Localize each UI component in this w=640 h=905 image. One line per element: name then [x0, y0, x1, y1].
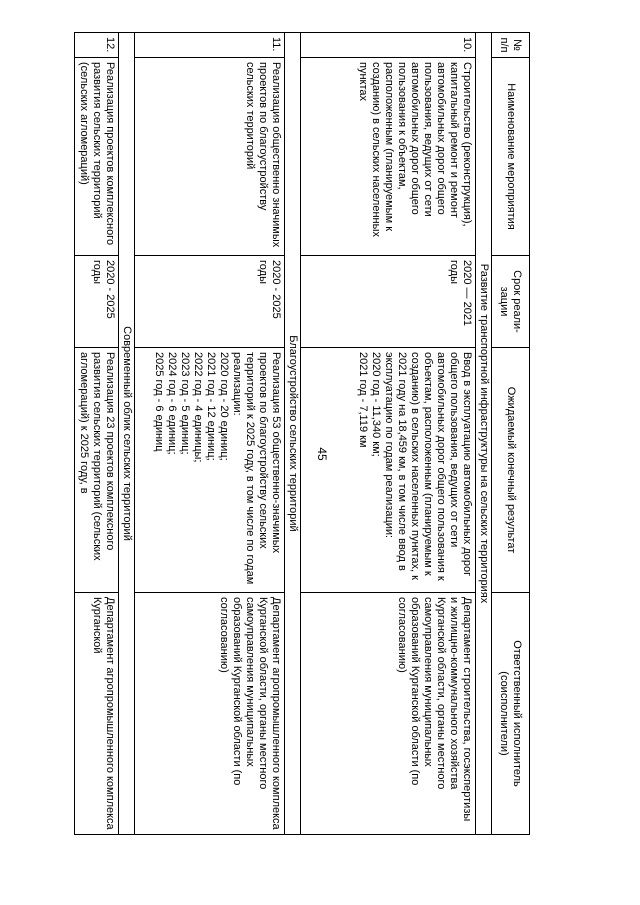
- header-term: Срок реали- зации: [492, 256, 530, 348]
- section-title-improvement: Благоустройство сельских территорий: [285, 33, 301, 835]
- section-row-transport: [476, 33, 492, 835]
- row-result: Реализация 53 общественно-значимых проектов по благоустройству сельских территорий к 2025 году, в том числе по годам реализации: 2020 год - 20 единиц; 2021 год - 12 единиц; 2022 год - 4 единицы; 2023 год - 5 единиц; 2024 год - 6 единиц; 2025 год - 6 единиц: [135, 348, 285, 593]
- table-row: [75, 33, 119, 835]
- header-name: Наименование мероприятия: [492, 58, 530, 256]
- section-title-modern: Современный облик сельских территорий: [119, 33, 135, 835]
- row-result: Ввод в эксплуатацию автомобильных дорог общего пользования, ведущих от сети автомобильных дорог общего пользования к объектам, расположенным (планируемым к созданию) в сельских населенных пунктах, к 2021 году на 18,459 км, в том числе ввод в эксплуатацию по годам реализации: 2020 год - 11,340 км; 2021 год - 7,119 км: [301, 348, 476, 593]
- section-title-transport: Развитие транспортной инфраструктуры на сельских территориях: [476, 33, 492, 835]
- row-num: 11.: [135, 33, 285, 58]
- section-row-modern: [119, 33, 135, 835]
- page-number: 45: [315, 447, 329, 461]
- row-name: Реализация проектов комплексного развития сельских территорий (сельских агломераций): [75, 58, 119, 256]
- header-executor: Ответственный исполнитель (соисполнители): [492, 593, 530, 835]
- table-header-row: [492, 33, 530, 835]
- rotated-table-wrapper: [78, 32, 530, 834]
- table-row: [135, 33, 285, 835]
- table-row: [301, 33, 476, 835]
- row-num: 12.: [75, 33, 119, 58]
- row-executor: Департамент строительства, госэкспертизы и жилищно-коммунального хозяйства Курганской области, органы местного самоуправления муниципальных образований Курганской области (по согласованию): [301, 593, 476, 835]
- row-executor: Департамент агропромышленного комплекса Курганской: [75, 593, 119, 835]
- row-name: Строительство (реконструкция), капитальный ремонт и ремонт автомобильных дорог общего пользования, ведущих от сети автомобильных дорог общего пользования к объектам, расположенным (планируемым к созданию) в сельских населенных пунктах: [301, 58, 476, 256]
- section-row-improvement: [285, 33, 301, 835]
- row-term: 2020 - 2025 годы: [135, 256, 285, 348]
- measures-table: [74, 32, 530, 835]
- header-num: № п/п: [492, 33, 530, 58]
- row-term: 2020 — 2021 годы: [301, 256, 476, 348]
- row-term: 2020 - 2025 годы: [75, 256, 119, 348]
- row-num: 10.: [301, 33, 476, 58]
- row-name: Реализация общественно значимых проектов по благоустройству сельских территорий: [135, 58, 285, 256]
- row-executor: Департамент агропромышленного комплекса Курганской области, органы местного самоуправления муниципальных образований Курганской области (по согласованию): [135, 593, 285, 835]
- row-result: Реализация 23 проектов комплексного развития сельских территорий (сельских агломераций) к 2025 году, в: [75, 348, 119, 593]
- header-result: Ожидаемый конечный результат: [492, 348, 530, 593]
